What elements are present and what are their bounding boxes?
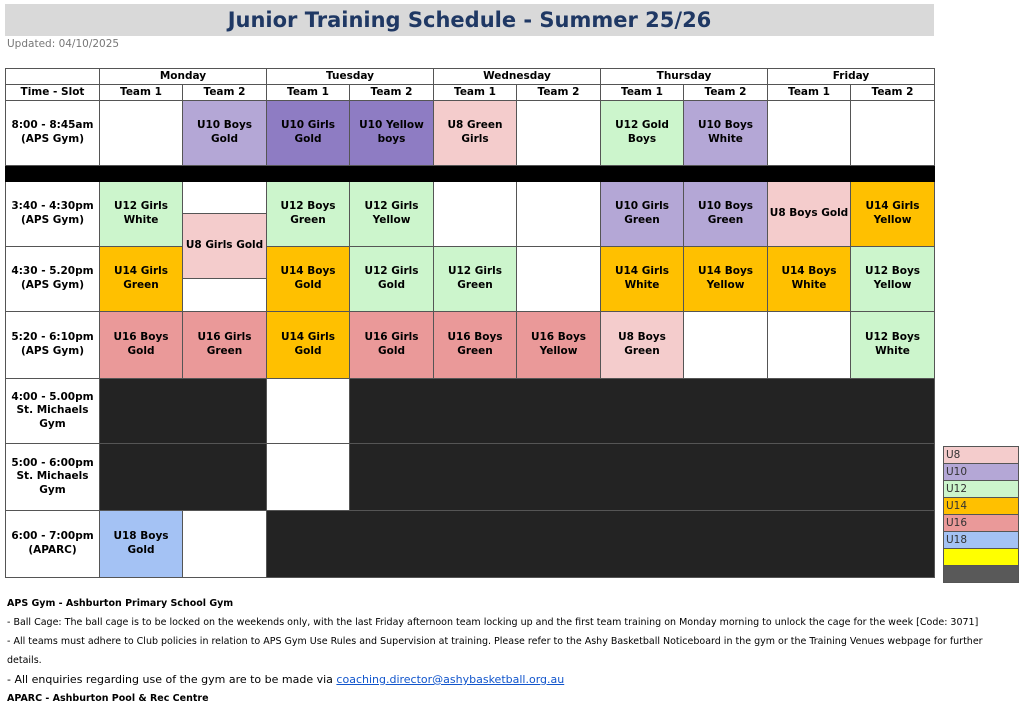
day-header-row — [6, 69, 935, 85]
team-header: Team 2 — [350, 85, 434, 101]
legend-item: U14 — [944, 498, 1019, 515]
schedule-cell: U8 Boys Gold — [768, 182, 851, 247]
schedule-cell: U16 Boys Yellow — [517, 312, 601, 379]
schedule-cell: U16 Boys Green — [434, 312, 517, 379]
time-slot-cell: 4:00 - 5.00pm St. Michaels Gym — [6, 379, 100, 444]
schedule-cell: U12 Girls Green — [434, 247, 517, 312]
schedule-cell: U12 Boys Yellow — [851, 247, 935, 312]
team-header: Team 2 — [684, 85, 768, 101]
legend-item: U12 — [944, 481, 1019, 498]
schedule-row — [6, 379, 935, 444]
schedule-row — [6, 247, 935, 279]
schedule-cell: U14 Girls White — [601, 247, 684, 312]
schedule-cell: U18 Boys Gold — [100, 511, 183, 578]
schedule-cell: U12 Gold Boys — [601, 101, 684, 166]
time-slot-cell: 8:00 - 8:45am (APS Gym) — [6, 101, 100, 166]
schedule-cell — [183, 511, 267, 578]
schedule-cell: U12 Boys White — [851, 312, 935, 379]
note-line: - All teams must adhere to Club policies in relation to APS Gym Use Rules and Supervision at training. Please refer to the Ashy Basketball Noticeboard in the gym or the Training Venues webpage for further details. — [7, 636, 983, 666]
day-header: Wednesday — [434, 69, 601, 85]
legend-item: U8 — [944, 447, 1019, 464]
schedule-cell — [183, 182, 267, 214]
legend-item — [944, 549, 1019, 566]
team-header: Team 1 — [601, 85, 684, 101]
schedule-cell — [684, 312, 768, 379]
unavailable-cell — [267, 511, 935, 578]
team-header: Team 2 — [183, 85, 267, 101]
schedule-row — [6, 312, 935, 379]
schedule-cell: U14 Boys Yellow — [684, 247, 768, 312]
schedule-cell — [434, 182, 517, 247]
schedule-cell: U10 Girls Gold — [267, 101, 350, 166]
schedule-cell: U8 Girls Gold — [183, 214, 267, 279]
schedule-cell — [517, 101, 601, 166]
schedule-cell: U12 Girls Yellow — [350, 182, 434, 247]
schedule-cell: U12 Girls White — [100, 182, 183, 247]
time-slot-cell: 5:20 - 6:10pm (APS Gym) — [6, 312, 100, 379]
team-header-row — [6, 85, 935, 101]
team-header: Team 1 — [434, 85, 517, 101]
day-header: Monday — [100, 69, 267, 85]
day-header: Thursday — [601, 69, 768, 85]
schedule-cell: U8 Green Girls — [434, 101, 517, 166]
schedule-row — [6, 182, 935, 214]
schedule-cell: U16 Boys Gold — [100, 312, 183, 379]
schedule-cell — [100, 101, 183, 166]
schedule-row — [6, 511, 935, 578]
time-slot-cell: 3:40 - 4:30pm (APS Gym) — [6, 182, 100, 247]
day-header: Tuesday — [267, 69, 434, 85]
schedule-cell — [768, 101, 851, 166]
note-text: - All enquiries regarding use of the gym are to be made via — [7, 673, 337, 686]
schedule-cell — [517, 182, 601, 247]
corner-cell — [6, 69, 100, 85]
separator-row — [6, 166, 935, 182]
schedule-row — [6, 444, 935, 511]
aparc-heading: APARC - Ashburton Pool & Rec Centre — [7, 693, 209, 704]
unavailable-cell — [350, 444, 935, 511]
schedule-cell — [851, 101, 935, 166]
schedule-cell: U10 Boys Green — [684, 182, 768, 247]
schedule-cell — [517, 247, 601, 312]
schedule-row — [6, 101, 935, 166]
legend-item — [944, 566, 1019, 583]
unavailable-cell — [350, 379, 935, 444]
email-link[interactable]: coaching.director@ashybasketball.org.au — [336, 673, 565, 686]
schedule-cell: U8 Boys Green — [601, 312, 684, 379]
schedule-cell: U10 Boys Gold — [183, 101, 267, 166]
legend-item: U16 — [944, 515, 1019, 532]
note-line: - Ball Cage: The ball cage is to be locked on the weekends only, with the last Friday afternoon team locking up and the first team training on Monday morning to unlock the cage for the week [Code: 3071] — [7, 617, 979, 628]
title-banner — [5, 4, 934, 36]
schedule-cell: U12 Girls Gold — [350, 247, 434, 312]
legend-item: U18 — [944, 532, 1019, 549]
team-header: Team 1 — [100, 85, 183, 101]
schedule-cell: U14 Boys White — [768, 247, 851, 312]
schedule-table — [5, 68, 935, 578]
time-slot-cell: 6:00 - 7:00pm (APARC) — [6, 511, 100, 578]
team-header: Team 2 — [517, 85, 601, 101]
team-header: Team 1 — [267, 85, 350, 101]
schedule-cell: U14 Girls Green — [100, 247, 183, 312]
schedule-cell: U10 Girls Green — [601, 182, 684, 247]
unavailable-cell — [100, 379, 267, 444]
schedule-cell: U14 Boys Gold — [267, 247, 350, 312]
age-legend — [943, 446, 1019, 583]
aps-heading: APS Gym - Ashburton Primary School Gym — [7, 598, 234, 609]
note-line — [7, 670, 1017, 689]
schedule-cell: U16 Girls Green — [183, 312, 267, 379]
legend-item: U10 — [944, 464, 1019, 481]
schedule-cell — [267, 379, 350, 444]
time-slot-cell: 4:30 - 5.20pm (APS Gym) — [6, 247, 100, 312]
schedule-cell: U10 Boys White — [684, 101, 768, 166]
time-slot-header: Time - Slot — [6, 85, 100, 101]
schedule-cell: U16 Girls Gold — [350, 312, 434, 379]
page-title: Junior Training Schedule - Summer 25/26 — [227, 8, 712, 32]
schedule-cell: U14 Girls Gold — [267, 312, 350, 379]
team-header: Team 1 — [768, 85, 851, 101]
time-slot-cell: 5:00 - 6:00pm St. Michaels Gym — [6, 444, 100, 511]
updated-date: Updated: 04/10/2025 — [7, 38, 120, 50]
schedule-cell — [267, 444, 350, 511]
schedule-cell: U14 Girls Yellow — [851, 182, 935, 247]
schedule-cell: U10 Yellow boys — [350, 101, 434, 166]
day-header: Friday — [768, 69, 935, 85]
schedule-cell — [183, 279, 267, 312]
unavailable-cell — [100, 444, 267, 511]
team-header: Team 2 — [851, 85, 935, 101]
notes-section — [7, 594, 1017, 708]
separator — [6, 166, 935, 182]
schedule-cell: U12 Boys Green — [267, 182, 350, 247]
schedule-cell — [768, 312, 851, 379]
